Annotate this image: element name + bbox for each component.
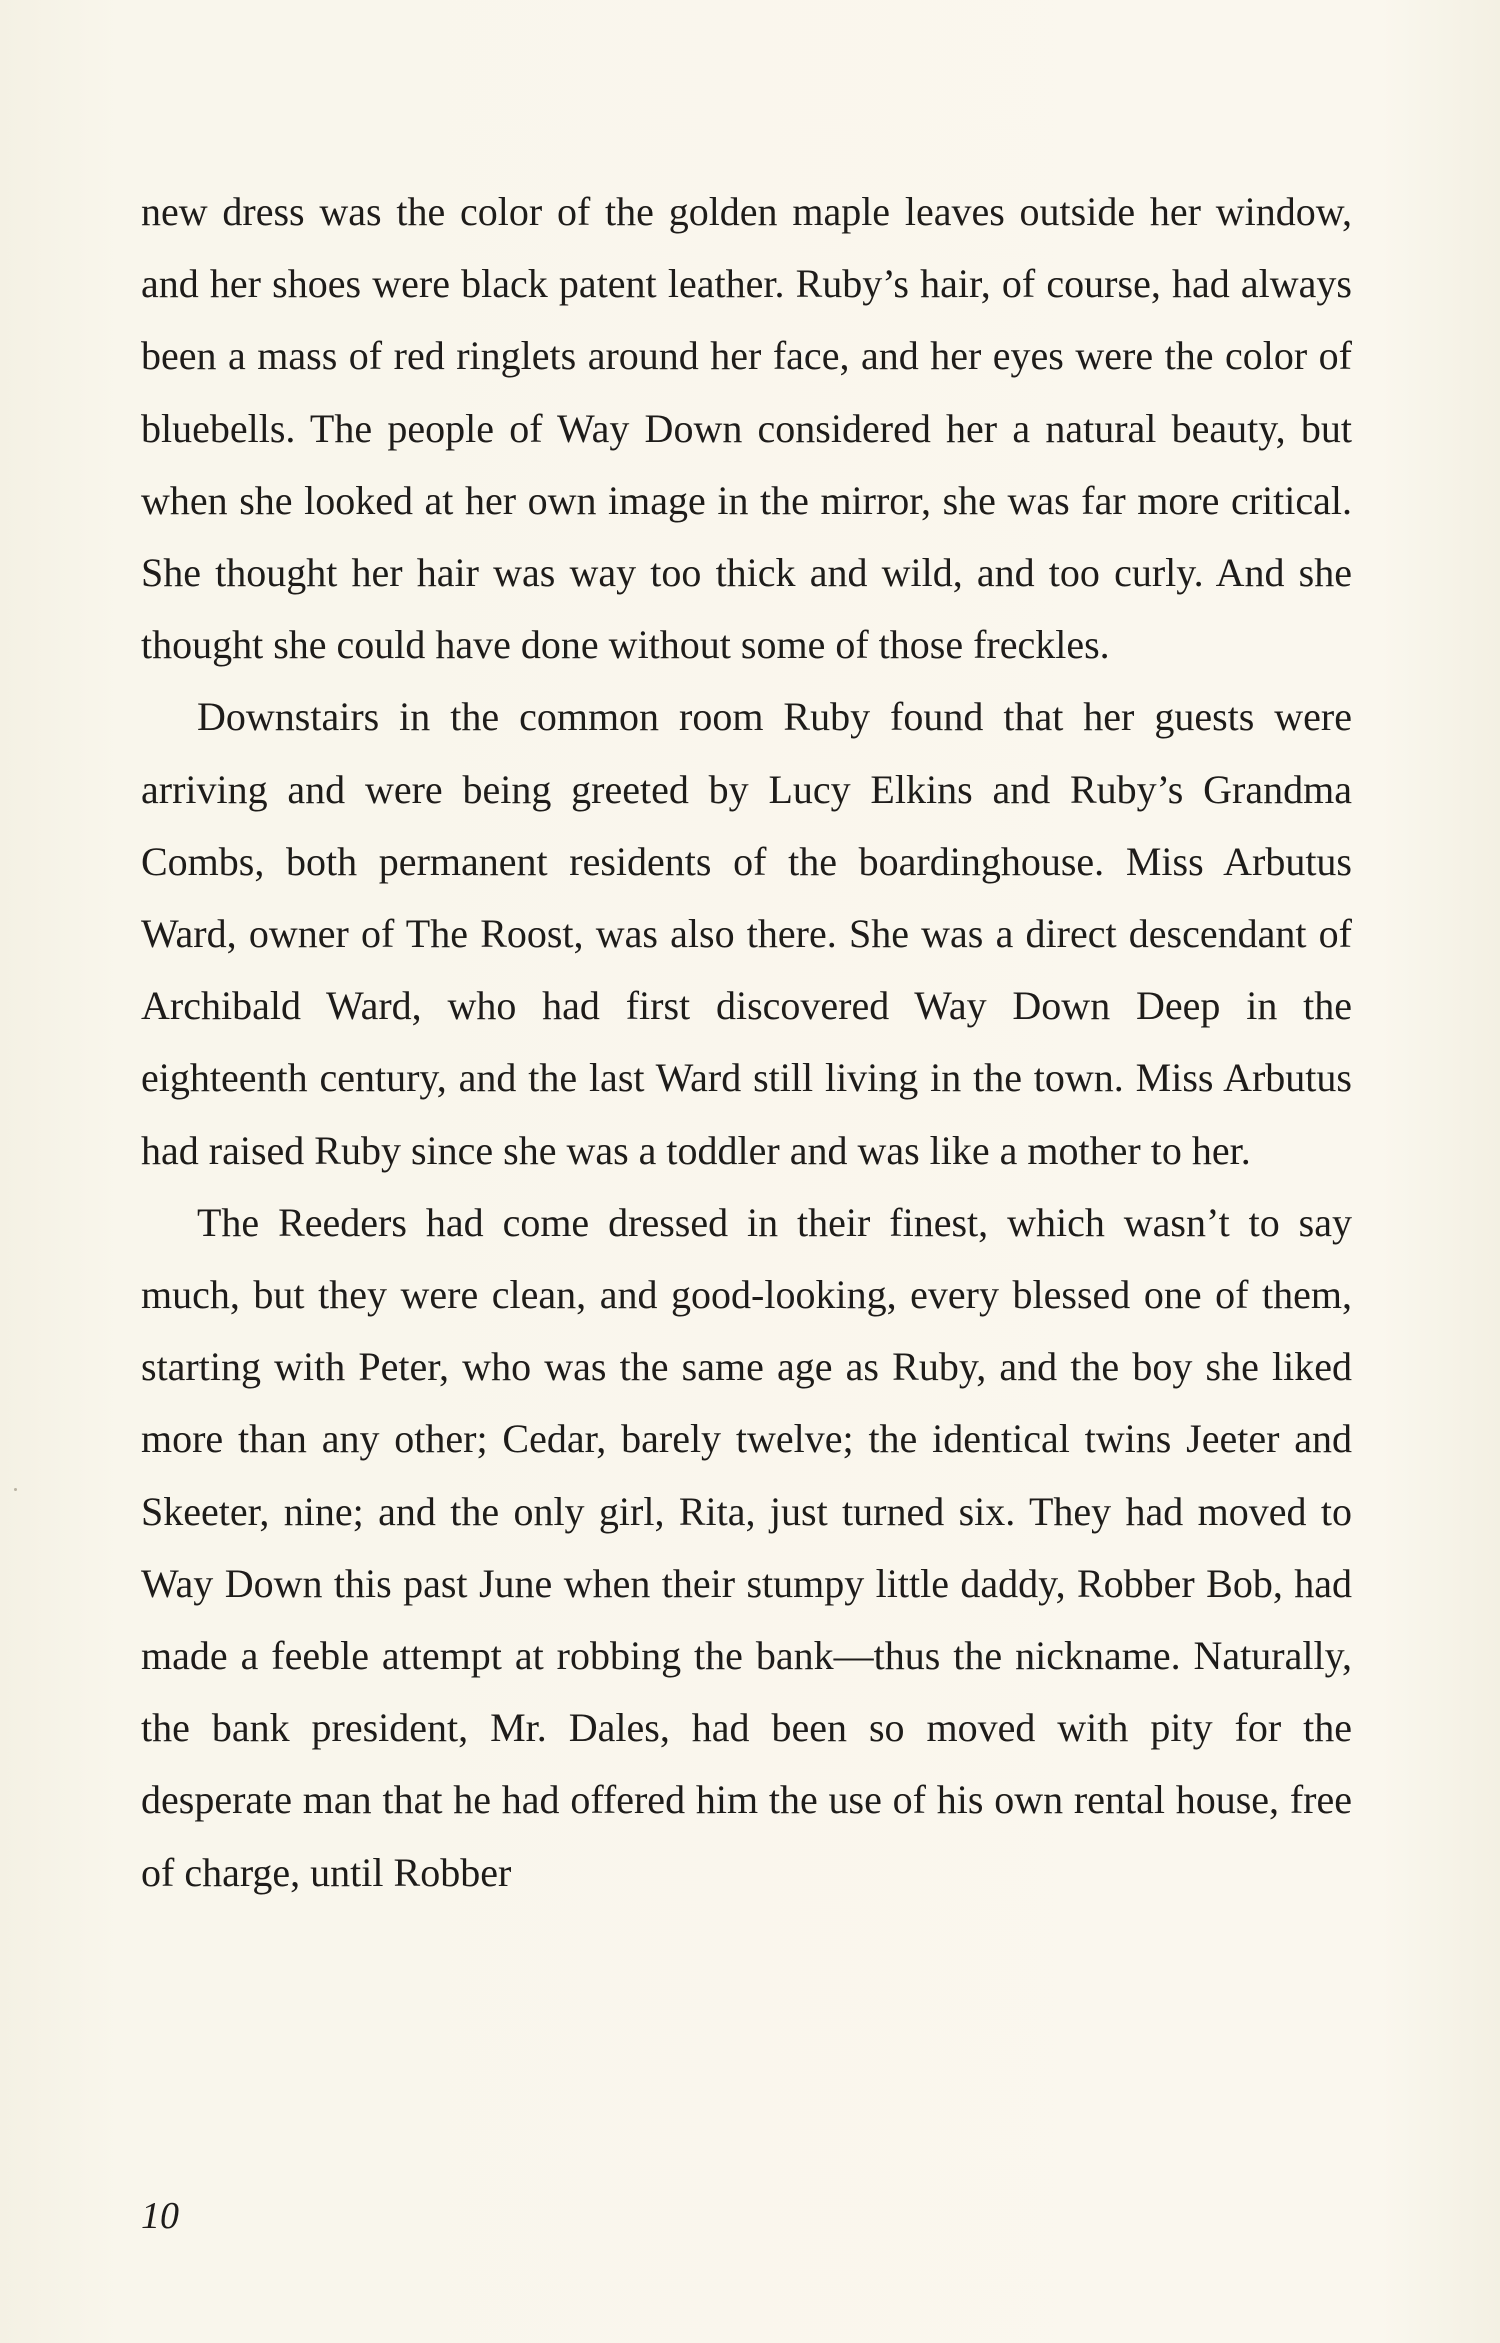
paper-speck	[14, 1488, 17, 1491]
paragraph-reeders: The Reeders had come dressed in their finest, which wasn’t to say much, but they were clean, and good-looking, every blessed one of them, starting with Peter, who was the same age as Ruby, and the boy she liked more than any other; Cedar, barely twelve; the identical twins Jeeter and Skeeter, nine; and the only girl, Rita, just turned six. They had moved to Way Down this past June when their stumpy little daddy, Robber Bob, had made a feeble attempt at robbing the bank—thus the nickname. Naturally, the bank president, Mr. Dales, had been so moved with pity for the desperate man that he had offered him the use of his own rental house, free of charge, until Robber	[141, 1199, 1352, 1895]
paragraph-continued: new dress was the color of the golden maple leaves outside her window, and her shoes were black patent leather. Ruby’s hair, of course, had always been a mass of red ringlets around her face, and her eyes were the color of bluebells. The people of Way Down considered her a natural beauty, but when she looked at her own image in the mirror, she was far more critical. She thought her hair was way too thick and wild, and too curly. And she thought she could have done without some of those freckles.	[141, 189, 1352, 668]
page-number: 10	[141, 2195, 179, 2237]
paragraph-downstairs: Downstairs in the common room Ruby found that her guests were arriving and were being greeted by Lucy Elkins and Ruby’s Grandma Combs, both permanent residents of the boardinghouse. Miss Arbutus Ward, owner of The Roost, was also there. She was a direct descendant of Archibald Ward, who had first discovered Way Down Deep in the eighteenth century, and the last Ward still living in the town. Miss Arbutus had raised Ruby since she was a toddler and was like a mother to her.	[141, 694, 1352, 1173]
body-text	[141, 176, 1352, 1909]
